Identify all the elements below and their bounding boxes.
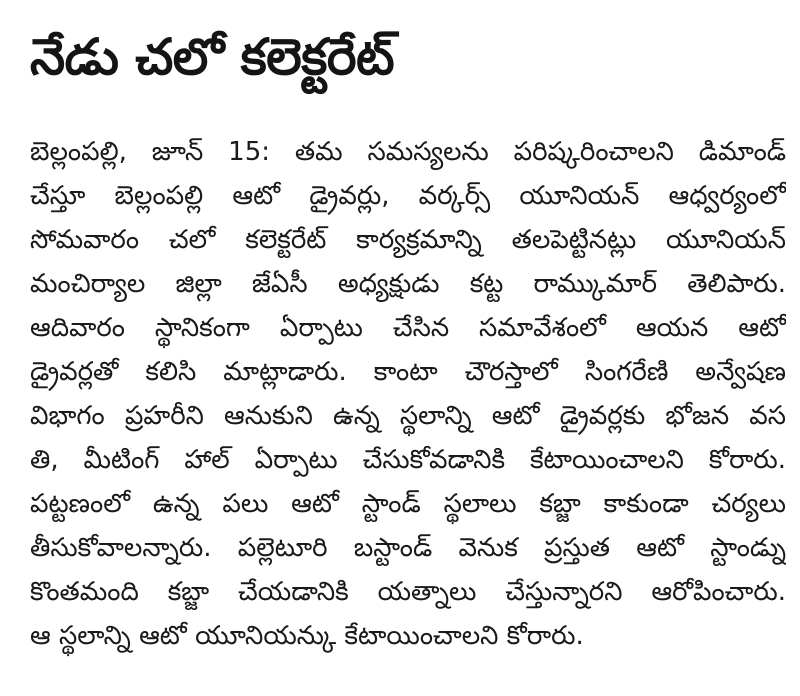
article-line: కొంతమంది కబ్జా చేయడానికి యత్నాలు చేస్తున్నారని ఆరోపించారు. [30,577,786,607]
article-line: ఆ స్థలాన్ని ఆటో యూనియన్కు కేటాయించాలని కోరారు. [30,621,584,651]
article-line: ఆదివారం స్థానికంగా ఏర్పాటు చేసిన సమావేశంలో ఆయన ఆటో [30,313,786,343]
article-line: బెల్లంపల్లి, జూన్ 15: తమ సమస్యలను పరిష్కరించాలని డిమాండ్ [30,137,786,167]
article-line: తి, మీటింగ్ హాల్ ఏర్పాటు చేసుకోవడానికి కేటాయించాలని కోరారు. [30,445,786,475]
article-line: పట్టణంలో ఉన్న పలు ఆటో స్టాండ్ స్థలాలు కబ్జా కాకుండా చర్యలు [30,489,786,519]
article-line: మంచిర్యాల జిల్లా జేఏసీ అధ్యక్షుడు కట్ట రామ్కుమార్ తెలిపారు. [30,269,786,299]
article-line: విభాగం ప్రహరీని ఆనుకుని ఉన్న స్థలాన్ని ఆటో డ్రైవర్లకు భోజన వస [30,401,786,431]
article-line: తీసుకోవాలన్నారు. పల్లెటూరి బస్టాండ్ వెనుక ప్రస్తుత ఆటో స్టాండ్ను [30,533,786,563]
article-line: డ్రైవర్లతో కలిసి మాట్లాడారు. కాంటా చౌరస్తాలో సింగరేణి అన్వేషణ [30,357,786,387]
article-headline: నేడు చలో కలెక్టరేట్ [30,28,395,86]
article-body [30,130,786,658]
article-line: చేస్తూ బెల్లంపల్లి ఆటో డ్రైవర్లు, వర్కర్స్ యూనియన్ ఆధ్వర్యంలో [30,181,786,211]
article-line: సోమవారం చలో కలెక్టరేట్ కార్యక్రమాన్ని తలపెట్టినట్లు యూనియన్ [30,225,786,255]
